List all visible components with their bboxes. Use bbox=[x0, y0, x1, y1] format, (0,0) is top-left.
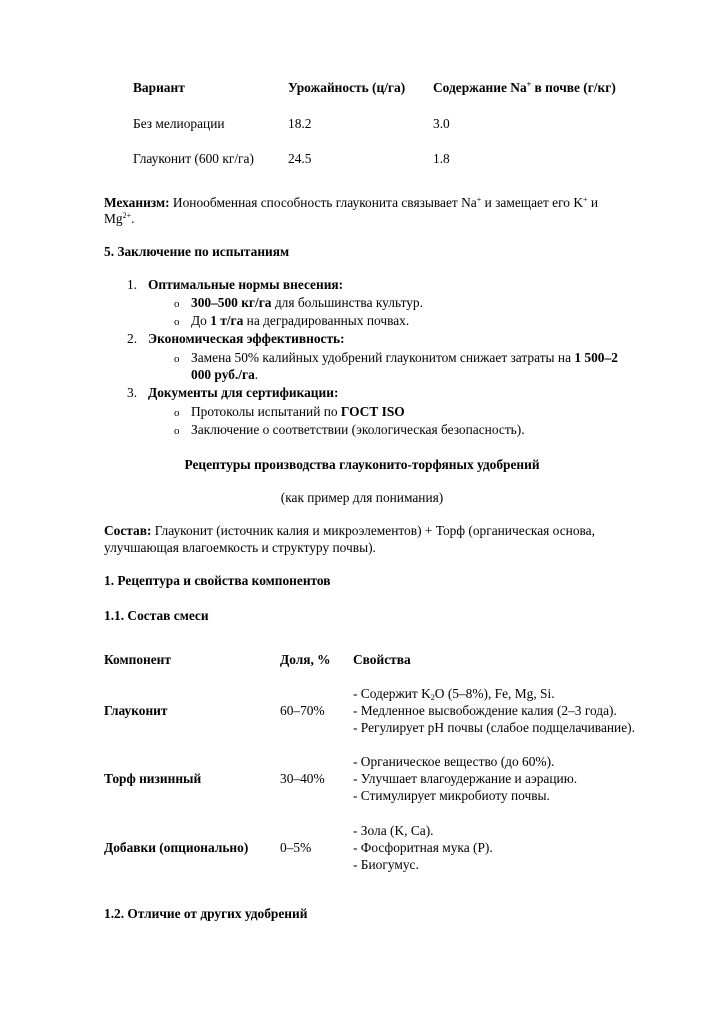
bullet-icon: o bbox=[174, 353, 180, 365]
table-cell-property: - Улучшает влагоудержание и аэрацию. bbox=[353, 771, 578, 786]
table-cell-component: Глауконит bbox=[104, 703, 168, 718]
subsection-heading: 1.1. Состав смеси bbox=[104, 608, 209, 623]
table-cell: 1.8 bbox=[433, 151, 450, 166]
table-cell: Глауконит (600 кг/га) bbox=[133, 151, 254, 166]
composition-paragraph-cont: улучшающая влагоемкость и структуру почвы). bbox=[104, 540, 376, 555]
section-heading: 1. Рецептура и свойства компонентов bbox=[104, 573, 331, 588]
list-item-title: Оптимальные нормы внесения: bbox=[148, 277, 344, 292]
table-cell-property: - Фосфоритная мука (P). bbox=[353, 840, 493, 855]
list-subitem-cont: 000 руб./га. bbox=[191, 367, 259, 382]
subsection-heading-2: 1.2. Отличие от других удобрений bbox=[104, 906, 308, 921]
table-header-properties: Свойства bbox=[353, 652, 411, 667]
conclusion-heading: 5. Заключение по испытаниям bbox=[104, 244, 290, 259]
table-header-component: Компонент bbox=[104, 652, 171, 667]
table-header-yield: Урожайность (ц/га) bbox=[288, 80, 406, 95]
table-cell-share: 30–40% bbox=[280, 771, 325, 786]
bullet-icon: o bbox=[174, 407, 180, 419]
list-subitem: Заключение о соответствии (экологическая безопасность). bbox=[191, 422, 525, 437]
table-cell: 18.2 bbox=[288, 116, 312, 131]
table-header-share: Доля, % bbox=[280, 652, 331, 667]
recipes-subtitle: (как пример для понимания) bbox=[280, 490, 444, 505]
list-number: 3. bbox=[127, 385, 138, 400]
list-item-title: Экономическая эффективность: bbox=[148, 331, 345, 346]
table-cell: 24.5 bbox=[288, 151, 312, 166]
table-cell-component: Торф низинный bbox=[104, 771, 202, 786]
bullet-icon: o bbox=[174, 425, 180, 437]
table-header-na-content: Содержание Na+ в почве (г/кг) bbox=[433, 80, 616, 95]
bullet-icon: o bbox=[174, 316, 180, 328]
table-cell-component: Добавки (опционально) bbox=[104, 840, 249, 855]
table-cell-property: - Органическое вещество (до 60%). bbox=[353, 754, 555, 769]
list-subitem: До 1 т/га на деградированных почвах. bbox=[191, 313, 410, 328]
table-header-variant: Вариант bbox=[133, 80, 185, 95]
table-cell: Без мелиорации bbox=[133, 116, 225, 131]
table-cell-property: - Стимулирует микробиоту почвы. bbox=[353, 788, 550, 803]
table-cell-property: - Регулирует pH почвы (слабое подщелачивание). bbox=[353, 720, 635, 735]
list-item-title: Документы для сертификации: bbox=[148, 385, 339, 400]
recipes-title: Рецептуры производства глауконито-торфяных удобрений bbox=[184, 457, 540, 472]
composition-paragraph: Состав: Глауконит (источник калия и микроэлементов) + Торф (органическая основа, bbox=[104, 523, 595, 538]
table-cell-property: - Содержит $K_2O$ (5–8%), Fe, Mg, Si. bbox=[353, 686, 555, 702]
mechanism-paragraph: Механизм: Ионообменная способность глауконита связывает Na+ и замещает его K+ и bbox=[104, 195, 599, 210]
list-number: 1. bbox=[127, 277, 138, 292]
table-cell-property: - Медленное высвобождение калия (2–3 года). bbox=[353, 703, 617, 718]
table-cell-property: - Биогумус. bbox=[353, 857, 419, 872]
table-cell-share: 0–5% bbox=[280, 840, 312, 855]
table-cell-property: - Зола (K, Ca). bbox=[353, 823, 434, 838]
list-number: 2. bbox=[127, 331, 138, 346]
mechanism-paragraph-cont: $Mg^{2+}$. bbox=[104, 211, 135, 226]
list-subitem: Протоколы испытаний по ГОСТ ISO bbox=[191, 404, 405, 419]
bullet-icon: o bbox=[174, 298, 180, 310]
table-cell: 3.0 bbox=[433, 116, 450, 131]
table-cell-share: 60–70% bbox=[280, 703, 325, 718]
list-subitem: 300–500 кг/га для большинства культур. bbox=[191, 295, 423, 310]
list-subitem: Замена 50% калийных удобрений глауконитом снижает затраты на 1 500–2 bbox=[191, 350, 618, 365]
